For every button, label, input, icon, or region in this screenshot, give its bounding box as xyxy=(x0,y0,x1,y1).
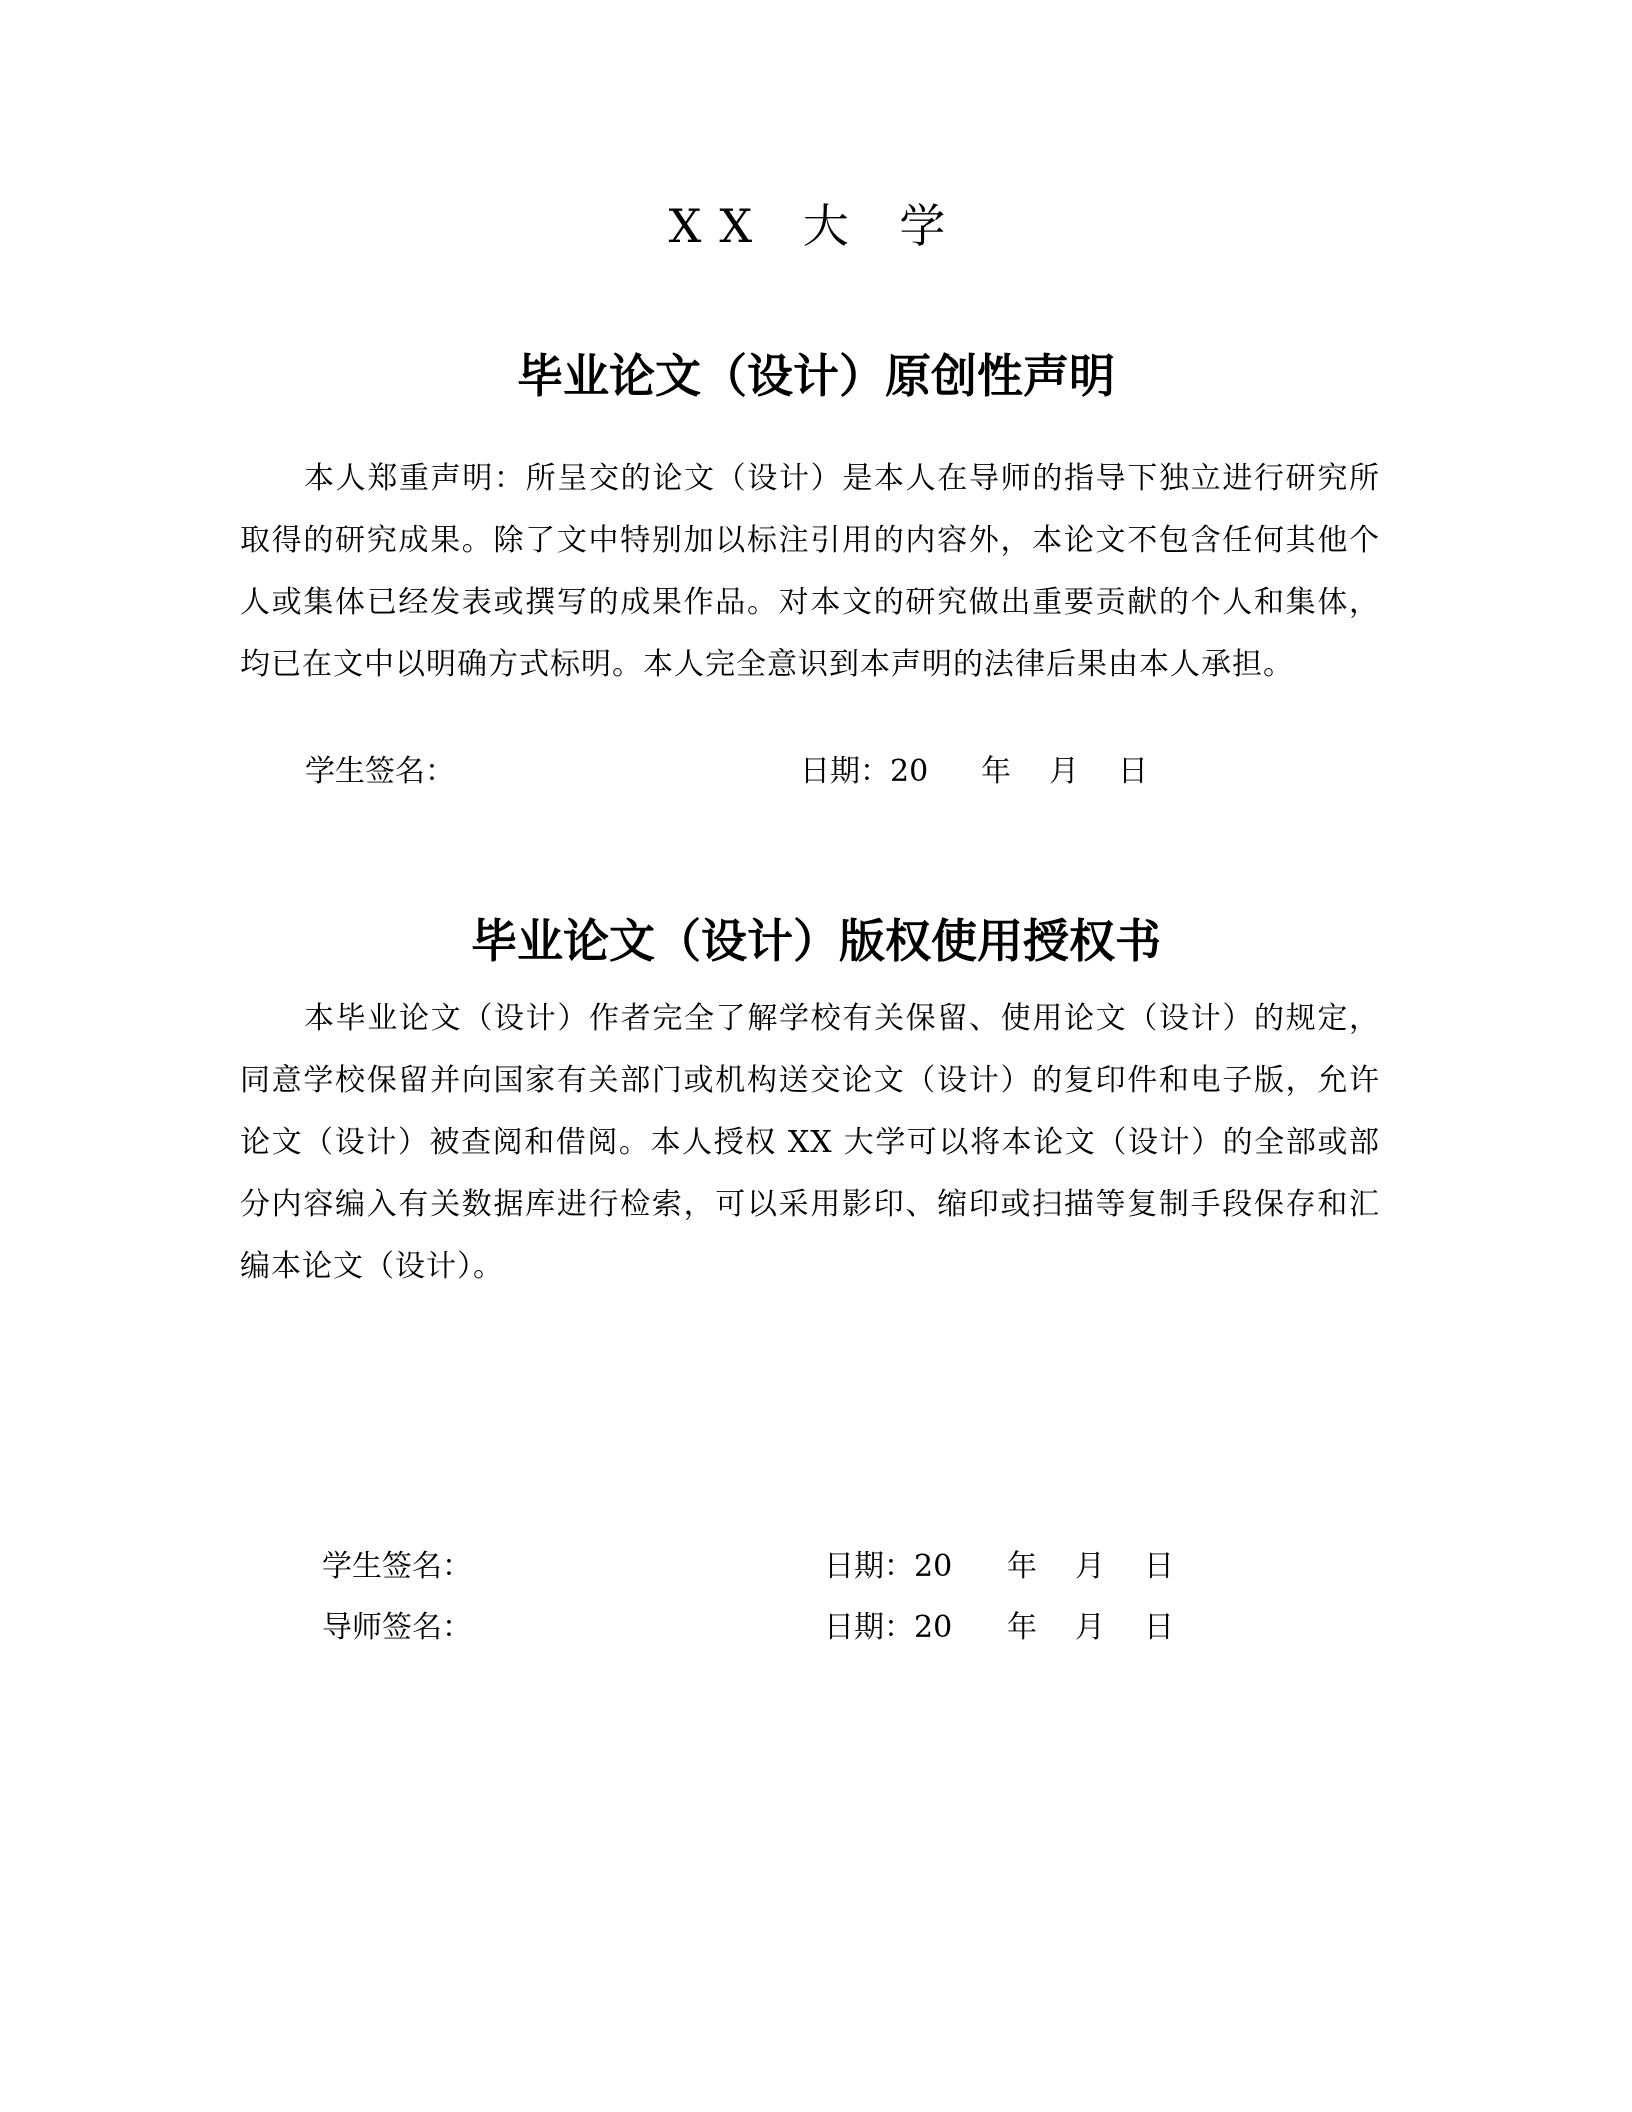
declaration-title: 毕业论文（设计）原创性声明 xyxy=(517,349,1115,403)
university-name: XX 大 学 xyxy=(668,199,964,253)
advisor-signature-label: 导师签名： xyxy=(322,1610,472,1645)
date-label: 日期：20 xyxy=(824,1549,953,1584)
date-day: 日 xyxy=(1144,1549,1174,1584)
declaration-body: 本人郑重声明：所呈交的论文（设计）是本人在导师的指导下独立进行研究所取得的研究成果。除了文中特别加以标注引用的内容外，本论文不包含任何其他个人或集体已经发表或撰写的成果作品。对本文的研究做出重要贡献的个人和集体，均已在文中以明确方式标明。本人完全意识到本声明的法律后果由本人承担。 xyxy=(240,461,1380,682)
authorization-body: 本毕业论文（设计）作者完全了解学校有关保留、使用论文（设计）的规定，同意学校保留并向国家有关部门或机构送交论文（设计）的复印件和电子版，允许论文（设计）被查阅和借阅。本人授权 XX 大学可以将本论文（设计）的全部或部分内容编入有关数据库进行检索，可以采用影印、缩印或扫描等复制手段保存和汇编本论文（设计）。 xyxy=(240,1001,1380,1284)
declaration-signature-row xyxy=(305,752,1205,792)
authorization-advisor-signature-row xyxy=(322,1608,1222,1648)
date-label: 日期：20 xyxy=(824,1610,953,1645)
authorization-title: 毕业论文（设计）版权使用授权书 xyxy=(471,914,1161,968)
date-year: 年 xyxy=(1007,1610,1037,1645)
date-label: 日期：20 xyxy=(800,754,929,789)
date-day: 日 xyxy=(1144,1610,1174,1645)
date-month: 月 xyxy=(1075,1610,1105,1645)
student-signature-label: 学生签名： xyxy=(322,1549,472,1584)
date-month: 月 xyxy=(1049,754,1079,789)
date-year: 年 xyxy=(981,754,1011,789)
date-year: 年 xyxy=(1007,1549,1037,1584)
student-signature-label: 学生签名： xyxy=(305,754,455,789)
date-day: 日 xyxy=(1118,754,1148,789)
date-month: 月 xyxy=(1075,1549,1105,1584)
authorization-student-signature-row xyxy=(322,1547,1222,1587)
